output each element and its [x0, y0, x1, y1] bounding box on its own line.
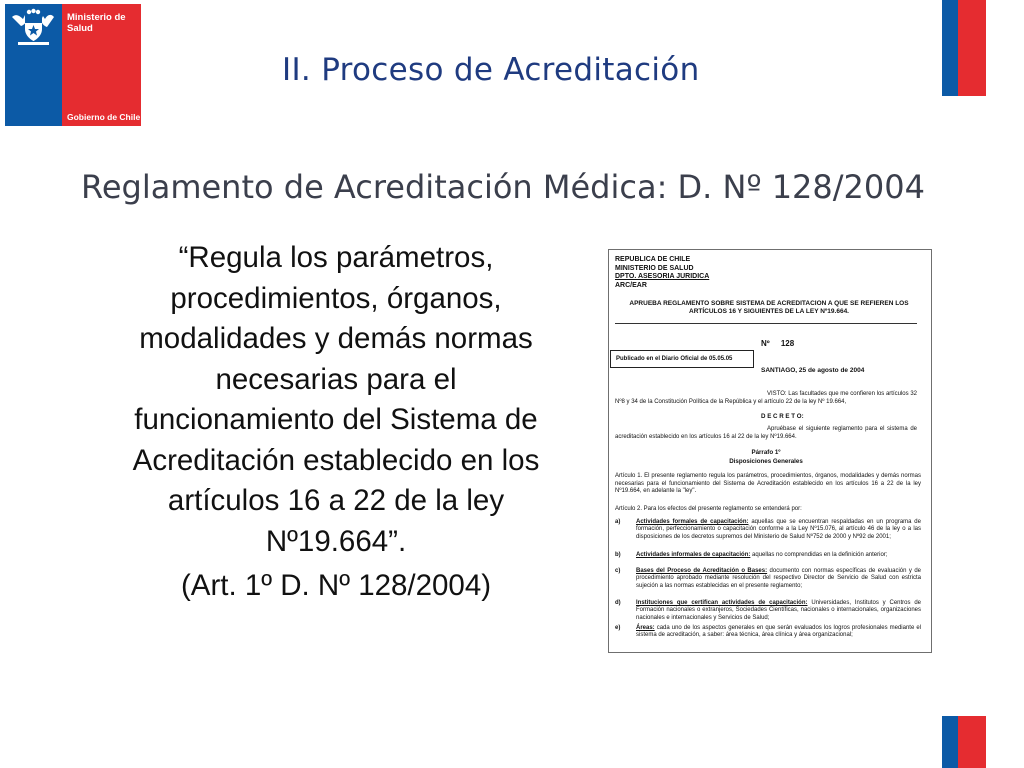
- doc-item-body: Universidades, Institutos y Centros de Formación nacionales o extranjeros, Sociedades Científicas, nacionales o internacionales, organizaciones nacionales e internacionales y Servicios de Salud;: [636, 600, 921, 621]
- quote-line: modalidades y demás normas: [139, 322, 533, 355]
- logo-title-line1: Ministerio de: [67, 12, 126, 23]
- quote-line: funcionamiento del Sistema de: [134, 403, 538, 436]
- quote-line: procedimientos, órganos,: [170, 281, 502, 315]
- doc-item-text: [636, 625, 921, 640]
- doc-apruebase: Apruébase el siguiente reglamento para el sistema de acreditación establecido en los artículos 16 al 22 de la ley Nº19.664.: [615, 426, 917, 440]
- doc-date: SANTIAGO, 25 de agosto de 2004: [761, 367, 865, 374]
- slide-title: II. Proceso de Acreditación: [282, 52, 700, 88]
- ministry-logo: [5, 4, 141, 126]
- logo-title-line2: Salud: [67, 23, 93, 34]
- doc-item-text: [636, 552, 921, 559]
- doc-item-term: Áreas:: [636, 625, 655, 631]
- doc-definition-item: [615, 552, 921, 567]
- doc-item-body: aquellas no comprendidas en la definición anterior;: [750, 552, 888, 558]
- quote-line: “Regula los parámetros,: [178, 241, 494, 274]
- doc-item-letter: c): [615, 568, 621, 574]
- quote-block: [90, 238, 582, 562]
- doc-item-body: documento con normas específicas de evaluación y de procedimiento aprobado mediante resolución del respectivo Director de Servicio de Salud con estricta sujeción a las normas establecidas en el presente reglamento;: [636, 568, 921, 589]
- doc-approve-title: APRUEBA REGLAMENTO SOBRE SISTEMA DE ACREDITACION A QUE SE REFIEREN LOS ARTÍCULOS 16 Y SIGUIENTES DE LA LEY Nº19.664.: [629, 300, 909, 315]
- doc-visto: VISTO: Las facultades que me confieren los artículos 32 Nº8 y 34 de la Constitución Política de la República y el artículo 22 de la ley Nº 19.664,: [615, 391, 917, 405]
- quote-line: Nº19.664”.: [265, 524, 407, 558]
- doc-item-letter: e): [615, 625, 621, 631]
- doc-definition-item: [615, 519, 921, 549]
- doc-number: [761, 339, 794, 348]
- decree-document-image: [608, 249, 932, 653]
- doc-published-box: Publicado en el Diario Oficial de 05.05.05: [610, 350, 754, 368]
- doc-decreto: D E C R E T O:: [761, 413, 804, 420]
- doc-definition-item: [615, 568, 921, 598]
- corner-red-stripe: [958, 0, 986, 96]
- doc-item-letter: d): [615, 600, 621, 606]
- doc-header-line: DPTO. ASESORIA JURIDICA: [615, 273, 710, 280]
- slide-subtitle: Reglamento de Acreditación Médica: D. Nº 128/2004: [81, 168, 925, 206]
- quote-line: artículos 16 a 22 de la ley: [167, 484, 505, 517]
- doc-header-line: ARC/EAR: [615, 281, 647, 289]
- doc-number-label: Nº: [761, 339, 770, 348]
- doc-item-term: Bases del Proceso de Acreditación o Bases:: [636, 568, 768, 574]
- doc-item-body: cada uno de los aspectos generales en que serán evaluados los logros profesionales mediante el sistema de acreditación, a saber: área técnica, área clínica y área organizacional;: [636, 625, 921, 639]
- logo-ministry-name: [67, 12, 141, 34]
- doc-item-body: aquellas que se encuentran respaldadas en un programa de formación, perfeccionamiento o capacitación conforme a la Ley Nº15.076, al artículo 46 de la ley o a las disposiciones de los decretos supremos del Ministerio de Salud Nº752 de 2000 y Nº92 de 2001;: [636, 519, 921, 540]
- doc-item-term: Instituciones que certifican actividades de capacitación:: [636, 600, 808, 606]
- doc-divider: [615, 323, 917, 324]
- corner-blue-stripe: [942, 0, 958, 96]
- quote-line: necesarias para el: [215, 362, 457, 396]
- doc-item-letter: a): [615, 519, 621, 525]
- doc-definition-item: [615, 600, 921, 623]
- doc-item-text: [636, 519, 921, 541]
- doc-articulo-2: Artículo 2. Para los efectos del presente reglamento se entenderá por:: [615, 506, 802, 512]
- corner-blue-stripe: [942, 716, 958, 768]
- doc-parrafo: Párrafo 1º: [751, 449, 781, 456]
- coat-of-arms-icon: [8, 7, 59, 47]
- corner-accent-bottom: [942, 716, 986, 768]
- corner-accent-top: [942, 0, 986, 96]
- doc-item-term: Actividades formales de capacitación:: [636, 519, 749, 525]
- doc-header-line: MINISTERIO DE SALUD: [615, 264, 694, 272]
- doc-header-line: REPUBLICA DE CHILE: [615, 256, 691, 263]
- quote-reference: (Art. 1º D. Nº 128/2004): [180, 569, 492, 602]
- doc-item-term: Actividades informales de capacitación:: [636, 552, 751, 558]
- doc-definition-item: [615, 625, 921, 651]
- logo-blue-panel: [5, 4, 62, 126]
- doc-item-text: [636, 600, 921, 622]
- corner-red-stripe: [958, 716, 986, 768]
- doc-item-letter: b): [615, 552, 621, 558]
- doc-header: [615, 256, 709, 290]
- logo-government-name: Gobierno de Chile: [67, 112, 141, 122]
- doc-articulo-1: Artículo 1. El presente reglamento regula los parámetros, procedimientos, órganos, modalidades y demás normas necesarias para el funcionamiento del Sistema de Acreditación establecido en los artículos 16 a 22 de la ley Nº19.664, en adelante la "ley".: [615, 473, 921, 495]
- quote-line: Acreditación establecido en los: [132, 443, 540, 477]
- doc-number-value: 128: [780, 339, 795, 348]
- doc-item-text: [636, 568, 921, 590]
- doc-disposiciones: Disposiciones Generales: [729, 458, 803, 465]
